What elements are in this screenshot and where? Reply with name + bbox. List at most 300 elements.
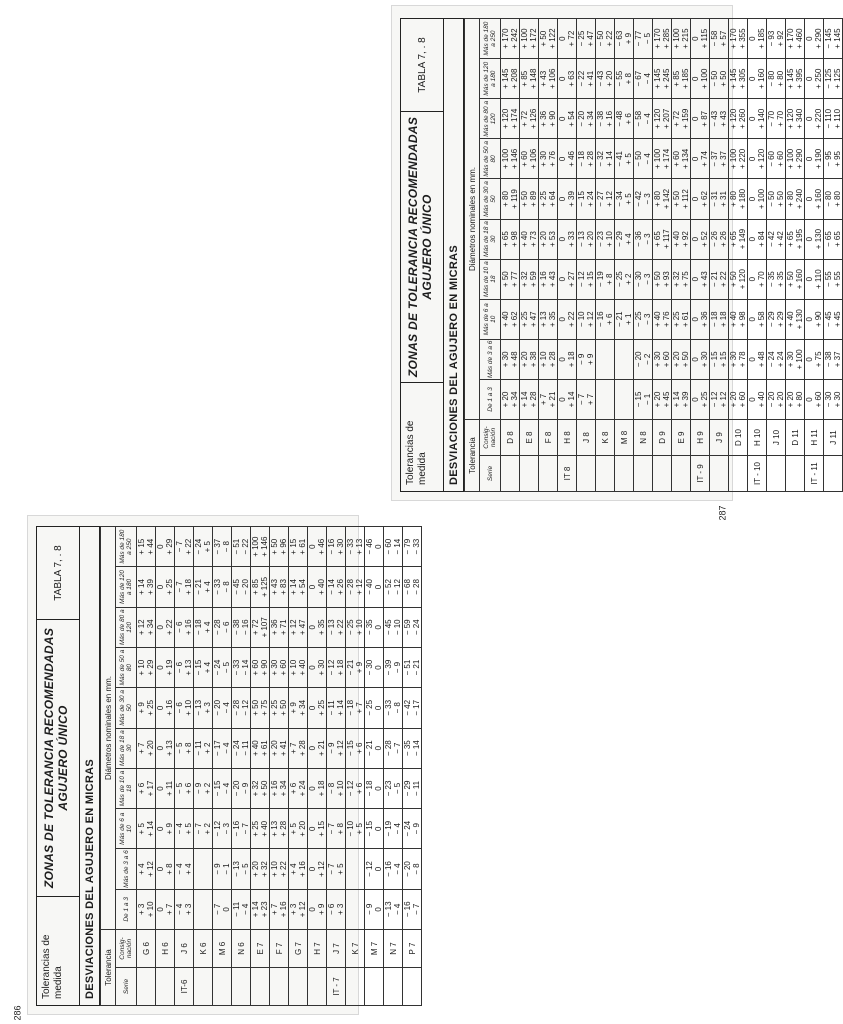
table-label: TABLA 7, . 8 [401, 19, 443, 112]
deviation-cell [786, 19, 805, 59]
deviation-cell [346, 607, 365, 647]
serie-cell [577, 456, 596, 492]
deviation-upper: 0 [558, 236, 567, 242]
deviation-upper: − 16 [232, 820, 241, 837]
deviation-lower: + 41 [279, 740, 288, 757]
deviation-cell [729, 219, 748, 259]
deviation-cell [577, 59, 596, 99]
deviation-cell [194, 809, 213, 849]
deviation-upper: + 20 [729, 391, 738, 408]
deviation-cell [327, 728, 346, 768]
deviation-upper: + 120 [653, 108, 662, 129]
deviation-lower: − 5 [241, 863, 250, 875]
deviation-cell [539, 19, 558, 59]
deviation-upper: + 40 [501, 311, 510, 328]
deviation-cell [767, 179, 786, 219]
deviation-lower: + 96 [279, 538, 288, 555]
deviation-lower: + 17 [146, 780, 155, 797]
deviation-lower: + 242 [510, 28, 519, 49]
deviation-lower: + 83 [279, 579, 288, 595]
deviation-lower: + 160 [757, 68, 766, 89]
deviation-lower: + 72 [567, 30, 576, 47]
deviation-lower: + 47 [586, 30, 595, 47]
deviation-cell [289, 688, 308, 728]
deviation-cell [251, 527, 270, 567]
deviation-upper: 0 [805, 156, 814, 162]
deviation-upper: + 7 [270, 903, 279, 916]
deviation-lower: + 5 [203, 541, 212, 553]
deviation-lower: + 30 [700, 351, 709, 368]
deviation-cell [577, 299, 596, 339]
deviation-cell [365, 647, 384, 687]
deviation-cell [596, 259, 615, 299]
deviation-cell [251, 889, 270, 929]
deviation-upper: + 36 [539, 110, 548, 127]
deviation-lower: + 122 [548, 28, 557, 49]
deviation-cell [137, 728, 156, 768]
deviation-lower: + 47 [298, 619, 307, 636]
deviation-lower: + 92 [776, 30, 785, 47]
deviation-cell [346, 728, 365, 768]
deviation-lower: + 54 [567, 110, 576, 127]
deviation-cell [729, 19, 748, 59]
deviation-lower: + 20 [146, 740, 155, 757]
deviation-upper: − 60 [767, 151, 776, 167]
deviation-cell [558, 59, 577, 99]
group-tolerancia: Tolerancia [101, 930, 116, 1006]
deviation-lower: + 16 [298, 861, 307, 877]
deviation-lower: + 3 [336, 903, 345, 916]
deviation-cell [251, 607, 270, 647]
table-row [805, 19, 824, 492]
deviation-upper: − 80 [824, 191, 833, 207]
deviation-upper: − 28 [384, 740, 393, 757]
deviation-lower: + 172 [529, 28, 538, 49]
deviation-cell [710, 339, 729, 379]
deviation-lower: + 50 [719, 70, 728, 87]
deviation-upper: − 6 [175, 661, 184, 674]
table-row [251, 527, 270, 1006]
deviation-lower: − 17 [412, 699, 421, 716]
deviation-lower: − 5 [393, 782, 402, 795]
deviation-lower: + 33 [567, 231, 576, 247]
deviation-lower: + 37 [719, 151, 728, 167]
consignacion-cell: J 10 [767, 420, 786, 456]
deviation-upper: − 42 [403, 699, 412, 716]
deviation-upper: + 120 [501, 108, 510, 129]
deviation-upper: 0 [156, 866, 165, 872]
serie-cell [710, 456, 729, 492]
deviation-cell [558, 259, 577, 299]
deviation-cell [615, 59, 634, 99]
serie-cell [539, 456, 558, 492]
deviation-cell [634, 179, 653, 219]
deviation-upper: 0 [156, 705, 165, 711]
deviation-cell [520, 179, 539, 219]
deviation-lower: + 77 [510, 271, 519, 288]
deviation-cell [137, 849, 156, 889]
deviation-upper: − 110 [824, 108, 833, 129]
deviation-upper: 0 [156, 544, 165, 549]
deviation-lower: + 45 [662, 391, 671, 408]
deviation-cell [520, 339, 539, 379]
deviation-lower: + 80 [795, 391, 804, 408]
deviation-lower: + 245 [662, 68, 671, 89]
deviation-cell [577, 219, 596, 259]
deviation-lower: 0 [374, 584, 383, 590]
deviation-cell [748, 259, 767, 299]
deviation-cell [596, 99, 615, 139]
deviation-lower: + 89 [529, 191, 538, 207]
deviation-cell [824, 379, 843, 419]
deviation-lower: + 60 [776, 151, 785, 167]
deviation-cell [403, 889, 422, 929]
serie-cell: IT - 11 [805, 456, 824, 492]
deviation-cell [137, 647, 156, 687]
deviation-cell [672, 179, 691, 219]
deviation-cell [672, 59, 691, 99]
deviation-cell [767, 339, 786, 379]
deviation-cell [270, 688, 289, 728]
deviation-cell [289, 647, 308, 687]
deviation-upper: + 50 [520, 191, 529, 207]
deviation-lower: − 3 [643, 233, 652, 245]
deviation-lower: + 60 [814, 391, 823, 408]
deviation-cell [289, 728, 308, 768]
deviation-cell [156, 527, 175, 567]
deviation-lower: + 2 [203, 823, 212, 835]
deviation-upper: + 65 [729, 231, 738, 247]
deviation-upper: − 18 [365, 780, 374, 797]
col-size-range: Más de 30 a 50 [480, 179, 501, 219]
deviation-lower: − 11 [412, 780, 421, 797]
deviation-upper: − 6 [175, 621, 184, 633]
deviation-upper: + 20 [672, 351, 681, 368]
deviation-lower: + 61 [681, 311, 690, 328]
deviation-lower: + 15 [586, 271, 595, 288]
consignacion-cell: G 7 [289, 930, 308, 968]
deviation-lower: + 22 [567, 311, 576, 328]
group-tolerancia: Tolerancia [465, 420, 480, 492]
deviation-cell [137, 688, 156, 728]
deviation-lower: + 355 [738, 28, 747, 49]
serie-cell: IT-6 [175, 968, 194, 1006]
deviation-lower: + 12 [298, 901, 307, 918]
deviation-cell [577, 19, 596, 59]
deviation-cell [384, 768, 403, 808]
deviation-cell [634, 99, 653, 139]
table-row [558, 19, 577, 492]
col-size-range: Más de 18 a 30 [116, 728, 137, 768]
deviation-cell [653, 139, 672, 179]
consignacion-cell: D 11 [786, 420, 805, 456]
table-row [156, 527, 175, 1006]
deviation-upper: − 50 [634, 151, 643, 167]
deviation-cell [710, 259, 729, 299]
deviation-upper: 0 [805, 397, 814, 402]
deviation-cell [577, 259, 596, 299]
consignacion-cell: N 6 [232, 930, 251, 968]
deviation-upper: − 68 [403, 579, 412, 595]
left-header [36, 526, 80, 1006]
deviation-cell [558, 299, 577, 339]
deviation-cell [232, 728, 251, 768]
serie-cell [289, 968, 308, 1006]
deviation-upper: + 25 [672, 311, 681, 328]
deviation-cell [634, 259, 653, 299]
deviation-lower: + 46 [567, 151, 576, 167]
section-title: DESVIACIONES DEL AGUJERO EN MICRAS [80, 526, 100, 1006]
deviation-lower: + 117 [662, 229, 671, 249]
deviation-cell [346, 849, 365, 889]
deviation-upper: − 20 [577, 110, 586, 127]
deviation-upper: + 20 [501, 391, 510, 408]
deviation-upper: − 15 [577, 191, 586, 207]
deviation-cell [615, 179, 634, 219]
col-size-range: Más de 180 a 250 [480, 19, 501, 59]
deviation-upper: − 18 [710, 311, 719, 328]
deviation-upper: − 23 [596, 231, 605, 247]
deviation-cell [232, 567, 251, 607]
deviation-lower: + 159 [681, 108, 690, 129]
deviation-cell [270, 889, 289, 929]
deviation-cell [786, 339, 805, 379]
deviation-cell [824, 259, 843, 299]
serie-cell [346, 968, 365, 1006]
deviation-upper: − 28 [346, 579, 355, 595]
deviation-upper: − 25 [346, 619, 355, 636]
deviation-cell [194, 607, 213, 647]
deviation-lower: − 2 [643, 353, 652, 366]
deviation-upper: − 5 [175, 742, 184, 754]
col-consignacion: Consig-nación [116, 930, 137, 968]
deviation-upper: − 31 [710, 191, 719, 207]
deviation-lower: − 21 [412, 659, 421, 676]
deviation-upper: − 24 [403, 820, 412, 837]
deviation-lower: + 50 [260, 780, 269, 797]
deviation-cell [634, 19, 653, 59]
deviation-cell [232, 889, 251, 929]
table-row [539, 19, 558, 492]
deviation-cell [824, 179, 843, 219]
deviation-lower: + 12 [317, 861, 326, 877]
deviation-upper: 0 [156, 625, 165, 630]
deviation-lower: − 4 [222, 702, 231, 714]
deviation-lower: − 7 [412, 903, 421, 916]
deviation-upper: + 5 [137, 823, 146, 835]
deviation-upper: + 65 [786, 231, 795, 247]
deviation-lower: − 3 [643, 313, 652, 325]
deviation-upper: + 9 [289, 702, 298, 714]
deviation-lower: + 43 [719, 110, 728, 127]
deviation-upper: 0 [691, 276, 700, 282]
deviation-cell [767, 99, 786, 139]
deviation-lower: + 25 [700, 391, 709, 408]
deviation-lower: + 130 [795, 309, 804, 330]
deviation-upper: 0 [691, 397, 700, 402]
deviation-lower: + 98 [510, 231, 519, 247]
deviation-cell [767, 219, 786, 259]
deviation-lower: + 38 [529, 351, 538, 368]
deviation-upper: 0 [805, 236, 814, 242]
deviation-cell [232, 849, 251, 889]
deviation-lower: + 100 [757, 188, 766, 210]
deviation-upper: 0 [558, 156, 567, 162]
deviation-upper: + 32 [520, 271, 529, 288]
col-size-range: Más de 120 a 180 [116, 567, 137, 607]
deviation-upper: − 63 [615, 30, 624, 47]
deviation-upper: − 37 [710, 151, 719, 167]
deviation-lower: + 25 [146, 699, 155, 716]
deviation-lower: + 30 [336, 538, 345, 555]
deviation-upper: − 55 [615, 70, 624, 87]
deviation-lower: + 15 [317, 820, 326, 837]
deviation-upper: − 36 [634, 231, 643, 247]
deviation-lower: + 29 [165, 538, 174, 555]
deviation-lower: + 106 [529, 148, 538, 170]
deviation-upper: + 15 [137, 538, 146, 555]
deviation-upper: 0 [558, 317, 567, 322]
deviation-cell [672, 99, 691, 139]
deviation-upper: − 16 [596, 311, 605, 328]
deviation-lower: + 35 [548, 311, 557, 328]
deviation-upper: − 12 [710, 391, 719, 408]
deviation-lower: − 8 [222, 581, 231, 593]
deviation-lower: + 220 [738, 148, 747, 170]
deviation-upper: − 51 [232, 538, 241, 555]
deviation-lower: + 13 [165, 740, 174, 757]
deviation-upper: − 80 [767, 70, 776, 87]
serie-cell: IT 8 [558, 456, 577, 492]
deviation-lower: + 93 [662, 271, 671, 288]
deviation-cell [156, 849, 175, 889]
deviation-upper: − 9 [577, 353, 586, 366]
deviation-cell [767, 259, 786, 299]
deviation-lower: + 6 [355, 742, 364, 754]
consignacion-cell: H 9 [691, 420, 710, 456]
deviation-upper: + 30 [786, 351, 795, 368]
deviation-cell [384, 567, 403, 607]
deviation-upper: + 25 [251, 820, 260, 837]
section-title: DESVIACIONES DEL AGUJERO EN MICRAS [444, 18, 464, 492]
deviation-lower: − 11 [241, 740, 250, 756]
deviation-cell [691, 299, 710, 339]
deviation-cell [194, 688, 213, 728]
consignacion-cell: F 8 [539, 420, 558, 456]
deviation-cell [539, 59, 558, 99]
deviation-lower: + 14 [146, 820, 155, 837]
deviation-lower: + 59 [529, 271, 538, 288]
serie-cell [194, 968, 213, 1006]
serie-cell [156, 968, 175, 1006]
deviation-upper: + 30 [270, 659, 279, 676]
deviation-lower: + 26 [719, 231, 728, 247]
deviation-cell [346, 688, 365, 728]
deviation-upper: − 21 [615, 311, 624, 328]
right-header [400, 18, 444, 492]
consignacion-cell: J 8 [577, 420, 596, 456]
deviation-lower: + 30 [317, 659, 326, 676]
deviation-upper: − 70 [767, 110, 776, 127]
deviation-cell [577, 99, 596, 139]
deviation-cell [729, 179, 748, 219]
deviation-upper: − 30 [365, 659, 374, 676]
deviation-upper: − 43 [710, 110, 719, 127]
deviation-upper: + 5 [289, 823, 298, 835]
deviation-upper: − 13 [384, 901, 393, 918]
deviation-lower: + 40 [757, 391, 766, 408]
deviation-upper: − 25 [634, 311, 643, 328]
deviation-lower: − 14 [393, 538, 402, 555]
deviation-cell [501, 139, 520, 179]
deviation-upper: − 29 [403, 780, 412, 797]
deviation-lower: 0 [374, 544, 383, 549]
deviation-cell [384, 849, 403, 889]
deviation-lower: 0 [222, 907, 231, 912]
deviation-lower: + 62 [510, 311, 519, 328]
deviation-cell [213, 889, 232, 929]
deviation-cell [327, 809, 346, 849]
deviation-upper: − 59 [403, 619, 412, 636]
deviation-lower: + 290 [795, 148, 804, 170]
deviation-cell [520, 379, 539, 419]
deviation-lower: + 34 [146, 619, 155, 636]
col-size-range: Más de 80 a 120 [116, 607, 137, 647]
deviation-cell [710, 59, 729, 99]
deviation-lower: + 80 [776, 70, 785, 87]
deviation-upper: + 4 [137, 863, 146, 875]
deviation-cell [691, 179, 710, 219]
deviation-upper: + 80 [729, 191, 738, 207]
table-row [691, 19, 710, 492]
deviation-upper: − 93 [767, 30, 776, 47]
deviation-cell [365, 607, 384, 647]
deviation-lower: − 12 [241, 699, 250, 716]
deviation-cell [137, 567, 156, 607]
deviation-lower: + 7 [355, 702, 364, 714]
deviation-lower: + 58 [757, 311, 766, 328]
deviation-cell [710, 139, 729, 179]
deviation-lower: + 12 [146, 861, 155, 877]
serie-cell [824, 456, 843, 492]
deviation-lower: + 43 [548, 271, 557, 288]
deviation-lower: − 4 [393, 863, 402, 875]
deviation-lower: + 64 [548, 191, 557, 207]
deviation-upper: − 38 [232, 619, 241, 636]
deviation-cell [691, 139, 710, 179]
deviation-lower: + 53 [548, 231, 557, 247]
deviation-cell [729, 299, 748, 339]
deviation-upper: − 125 [824, 68, 833, 89]
deviation-cell [710, 379, 729, 419]
deviation-upper: − 95 [824, 151, 833, 167]
deviation-lower: + 20 [605, 70, 614, 87]
col-size-range: Más de 120 a 180 [480, 59, 501, 99]
deviation-lower: + 21 [317, 740, 326, 757]
deviation-lower: + 260 [738, 108, 747, 129]
deviation-lower: + 34 [279, 780, 288, 797]
serie-cell [403, 968, 422, 1006]
deviation-lower: + 20 [776, 391, 785, 408]
deviation-upper: 0 [691, 357, 700, 362]
deviation-cell [137, 809, 156, 849]
deviation-upper: 0 [558, 196, 567, 202]
deviation-cell [786, 299, 805, 339]
deviation-upper: 0 [691, 236, 700, 242]
deviation-upper: 0 [805, 196, 814, 202]
deviation-lower: + 29 [776, 311, 785, 328]
table-row [596, 19, 615, 492]
